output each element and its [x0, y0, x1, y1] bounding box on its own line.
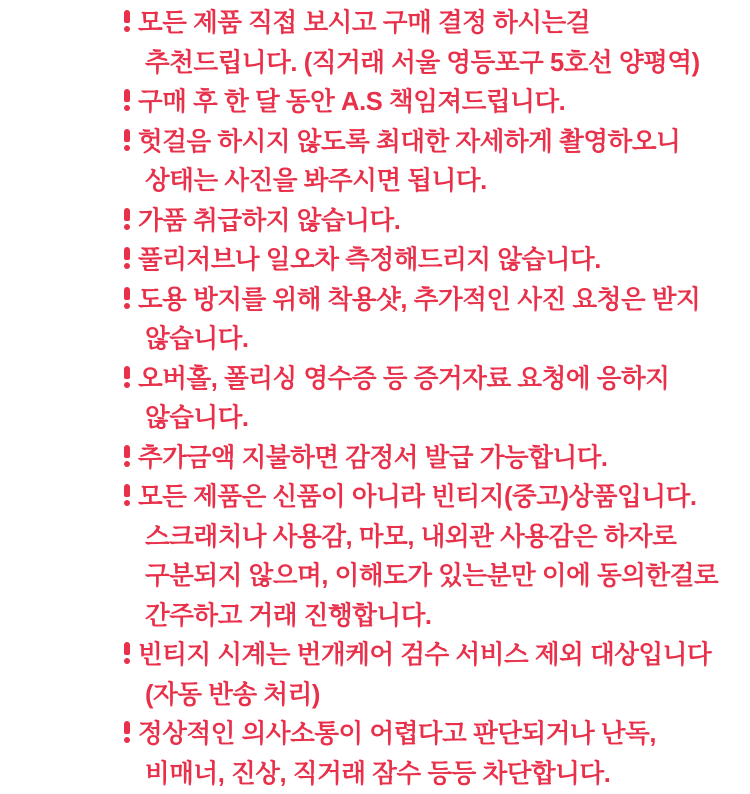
- notice-line-text: 도용 방지를 위해 착용샷, 추가적인 사진 요청은 받지 않습니다.: [138, 285, 701, 353]
- exclamation-mark-icon: [120, 286, 134, 314]
- notice-line-text: 구매 후 한 달 동안 A.S 책임져드립니다.: [138, 88, 566, 116]
- notice-line-text: 가품 취급하지 않습니다.: [138, 206, 401, 235]
- notice-line-text: 모든 제품 직접 보시고 구매 결정 하시는걸 추천드립니다. (직거래 서울 영등포구 5호선 양평역): [138, 9, 700, 77]
- exclamation-mark-icon: [120, 720, 134, 748]
- exclamation-mark-icon: [120, 88, 134, 116]
- notice-line-text: 추가금액 지불하면 감정서 발급 가능합니다.: [138, 443, 608, 472]
- notice-line-text: 헛걸음 하시지 않도록 최대한 자세하게 촬영하오니 상태는 사진을 봐주시면 됩니다.: [138, 127, 681, 195]
- notice-line: [120, 123, 732, 202]
- notice-line: [120, 83, 732, 123]
- notice-line-text: 빈티지 시계는 번개케어 검수 서비스 제외 대상입니다(자동 반송 처리): [138, 641, 712, 709]
- exclamation-mark-icon: [120, 365, 134, 393]
- notice-line: [120, 281, 732, 360]
- notice-line-text: 오버홀, 폴리싱 영수증 등 증거자료 요청에 응하지 않습니다.: [138, 364, 670, 432]
- exclamation-mark-icon: [120, 444, 134, 472]
- notice-line: [120, 241, 732, 281]
- notice-line-text: 정상적인 의사소통이 어렵다고 판단되거나 난독, 비매너, 진상, 직거래 잠수 등등 차단합니다.: [138, 720, 657, 788]
- exclamation-mark-icon: [120, 207, 134, 235]
- notice-line: [120, 360, 732, 439]
- notice-line: [120, 202, 732, 242]
- notice-line: [120, 715, 732, 794]
- notice-line-text: 모든 제품은 신품이 아니라 빈티지(중고)상품입니다. 스크래치나 사용감, 마모, 내외관 사용감은 하자로 구분되지 않으며, 이해도가 있는분만 이에 동의한걸로 간주하고 거래 진행합니다.: [138, 483, 719, 630]
- notice-line: [120, 636, 732, 715]
- notice-line-text: 풀리저브나 일오차 측정해드리지 않습니다.: [138, 246, 601, 274]
- notice-line: [120, 439, 732, 479]
- notice-line: [120, 4, 732, 83]
- exclamation-mark-icon: [120, 246, 134, 274]
- exclamation-mark-icon: [120, 9, 134, 37]
- notice-line: [120, 478, 732, 636]
- exclamation-mark-icon: [120, 128, 134, 156]
- exclamation-mark-icon: [120, 641, 134, 669]
- exclamation-mark-icon: [120, 483, 134, 511]
